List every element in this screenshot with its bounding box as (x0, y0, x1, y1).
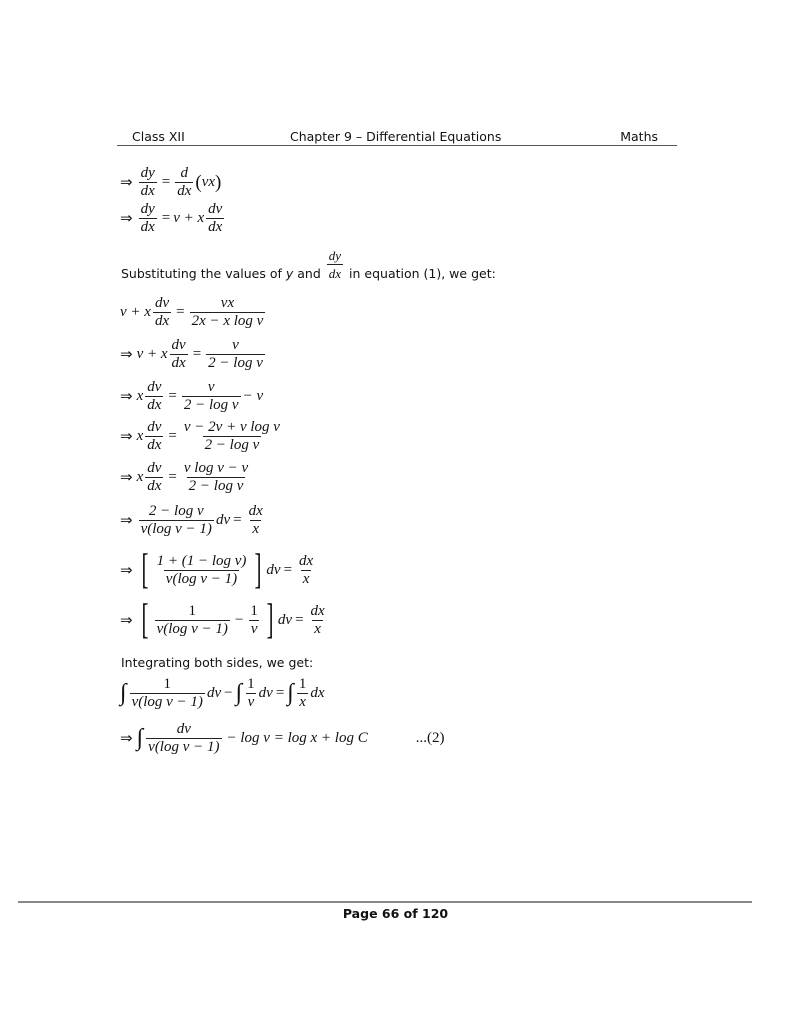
page-number: Page 66 of 120 (342, 906, 449, 921)
equation-6: ⇒ x $\frac{dv}{dx}$ = $\frac{\text{v − 2v + v log v}}{\text{2 − log v}}$ (120, 419, 280, 453)
equation-2: ⇒ $\frac{dy}{dx}$ = v + x $\frac{dv}{dx}$ (120, 201, 223, 235)
equation-9: ⇒ [ $\frac{\text{1 + (1 − log v)}}{\text{v(log v − 1)}}$ ] dv = $\frac{dx}{x}$ (120, 547, 314, 593)
substituting-paragraph: Substituting the values of y and $\frac{dy}{dx}$ in equation (1), we get: (121, 248, 496, 281)
equation-4: ⇒ v + x $\frac{dv}{dx}$ = $\frac{v}{\text{2 − log v}}$ (120, 337, 263, 371)
integrating-paragraph: Integrating both sides, we get: (121, 655, 314, 670)
equation-12: ⇒ ∫ $\frac{dv}{\text{v(log v − 1)}}$ − log v = log x + log C ...(2) (120, 721, 445, 755)
fraction: $\frac{dv}{dx}$ (171, 337, 186, 371)
fraction: $\frac{1}{\text{v(log v − 1)}}$ (156, 602, 228, 637)
fraction: $\frac{vx}{\text{2x − x log v}}$ (191, 295, 264, 329)
equation-8: ⇒ $\frac{\text{2 − log v}}{\text{v(log v − 1)}}$ dv = $\frac{dx}{x}$ (120, 503, 263, 537)
equation-1: ⇒ $\frac{dy}{dx}$ = $\frac{d}{dx}$ ( vx ) (120, 165, 222, 199)
fraction: $\frac{1}{\text{v(log v − 1)}}$ (131, 676, 203, 710)
fraction: $\frac{dy}{dx}$ (328, 248, 342, 281)
fraction: $\frac{1}{x}$ (298, 676, 307, 710)
fraction: $\frac{v}{\text{2 − log v}}$ (183, 379, 239, 413)
fraction: $\frac{dv}{dx}$ (147, 460, 162, 494)
equation-7: ⇒ x $\frac{dv}{dx}$ = $\frac{\text{v log v − v}}{\text{2 − log v}}$ (120, 460, 249, 494)
equation-11: ∫ $\frac{1}{\text{v(log v − 1)}}$ dv − ∫ $\frac{1}{v}$ dv = ∫ $\frac{1}{x}$ dx (120, 676, 325, 710)
fraction: $\frac{d}{dx}$ (177, 165, 192, 199)
fraction: $\frac{dx}{x}$ (310, 602, 325, 637)
fraction: $\frac{dv}{dx}$ (147, 379, 162, 413)
fraction: $\frac{dx}{x}$ (248, 503, 263, 537)
implies-symbol: ⇒ (120, 175, 133, 191)
equation-3: v + x $\frac{dv}{dx}$ = $\frac{vx}{\text{2x − x log v}}$ (120, 295, 264, 329)
fraction: $\frac{dv}{dx}$ (154, 295, 170, 329)
footer-divider (18, 901, 752, 903)
fraction: $\frac{dx}{x}$ (299, 552, 314, 587)
header-chapter: Chapter 9 – Differential Equations (290, 129, 502, 144)
fraction: $\frac{dv}{dx}$ (147, 419, 162, 453)
fraction: $\frac{\text{2 − log v}}{\text{v(log v − 1)}}$ (140, 503, 212, 537)
equation-number: ...(2) (415, 730, 445, 746)
equation-10: ⇒ [ $\frac{1}{\text{v(log v − 1)}}$ − $\frac{1}{v}$ ] dv = $\frac{dx}{x}$ (120, 597, 325, 643)
fraction: $\frac{dy}{dx}$ (140, 165, 155, 199)
fraction: $\frac{dy}{dx}$ (140, 201, 155, 235)
integral-symbol: ∫ (120, 680, 127, 706)
fraction: $\frac{\text{v − 2v + v log v}}{\text{2 − log v}}$ (183, 419, 280, 453)
fraction: $\frac{dv}{dx}$ (208, 201, 223, 235)
page-header (117, 129, 676, 145)
header-divider (117, 145, 677, 146)
fraction: $\frac{dv}{\text{v(log v − 1)}}$ (148, 721, 220, 755)
fraction: $\frac{v}{\text{2 − log v}}$ (208, 337, 263, 371)
header-subject: Maths (620, 129, 658, 144)
equation-5: ⇒ x $\frac{dv}{dx}$ = $\frac{v}{\text{2 − log v}}$ − v (120, 379, 264, 413)
fraction: $\frac{1}{v}$ (250, 602, 258, 637)
fraction: $\frac{\text{v log v − v}}{\text{2 − log v}}$ (183, 460, 249, 494)
header-class: Class XII (132, 129, 185, 144)
fraction: $\frac{1}{v}$ (247, 676, 255, 710)
fraction: $\frac{\text{1 + (1 − log v)}}{\text{v(log v − 1)}}$ (156, 552, 247, 587)
